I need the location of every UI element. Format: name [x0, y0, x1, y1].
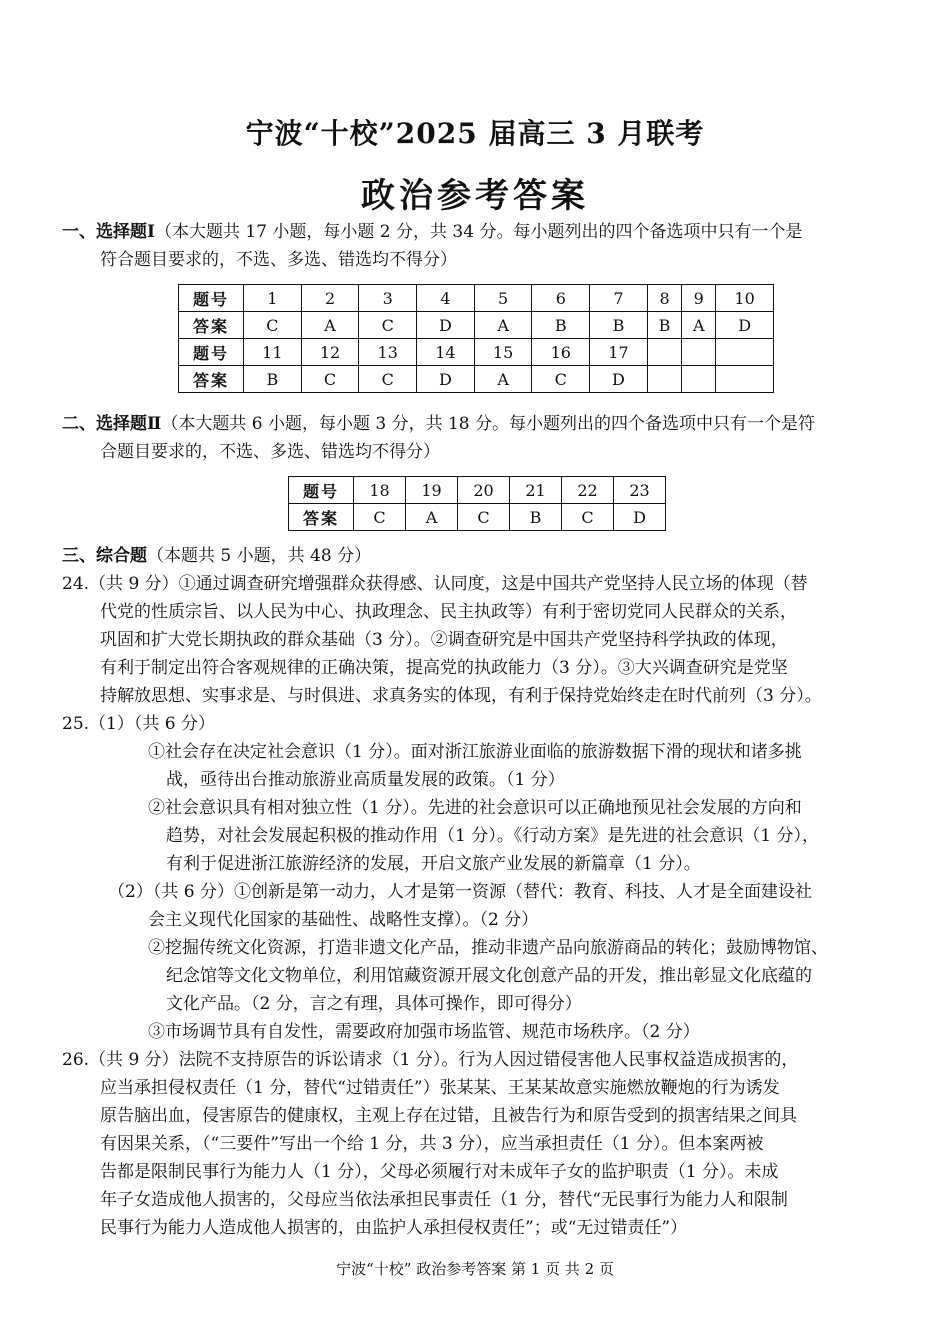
- table-cell: [647, 339, 681, 366]
- table-cell: A: [474, 366, 532, 393]
- table-cell: 18: [354, 477, 406, 504]
- table-row: [179, 366, 774, 393]
- q26-line: 民事行为能力人造成他人损害的，由监护人承担侵权责任”；或“无过错责任”）: [100, 1218, 688, 1238]
- q26-line: 告都是限制民事行为能力人（1 分），父母必须履行对未成年子女的监护职责（1 分）。未成: [100, 1162, 779, 1182]
- table-cell: 7: [590, 285, 648, 312]
- table-cell: B: [590, 312, 648, 339]
- q25-line: 趋势，对社会发展起积极的推动作用（1 分）。《行动方案》是先进的社会意识（1 分），: [166, 826, 819, 846]
- table-cell: 3: [359, 285, 417, 312]
- table-cell: 12: [301, 339, 359, 366]
- q25-line: 战，亟待出台推动旅游业高质量发展的政策。（1 分）: [166, 770, 565, 790]
- section1-heading: [62, 218, 802, 246]
- q25-line: 文化产品。（2 分，言之有理，具体可操作，即可得分）: [166, 994, 582, 1014]
- section2-label: 二、选择题Ⅱ: [62, 414, 162, 434]
- table-cell: 2: [301, 285, 359, 312]
- table-row: [289, 504, 666, 531]
- header-cell: 答案: [179, 366, 244, 393]
- table-cell: D: [716, 312, 774, 339]
- header-cell: 题号: [179, 285, 244, 312]
- q25-part2-heading: （2）（共 6 分）①创新是第一动力，人才是第一资源（替代：教育、科技、人才是全面建设社: [108, 882, 812, 902]
- table-cell: 22: [562, 477, 614, 504]
- table-cell: C: [359, 312, 417, 339]
- header-cell: 答案: [179, 312, 244, 339]
- section2-heading: [62, 410, 815, 438]
- header-cell: 题号: [289, 477, 354, 504]
- table-cell: 13: [359, 339, 417, 366]
- header-cell: 答案: [289, 504, 354, 531]
- section2-desc: （本大题共 6 小题，每小题 3 分，共 18 分。每小题列出的四个备选项中只有一个是符: [161, 414, 816, 434]
- table-row: [179, 312, 774, 339]
- table-cell: 19: [406, 477, 458, 504]
- table-cell: [647, 366, 681, 393]
- table-cell: D: [417, 366, 475, 393]
- section3-heading: [62, 542, 371, 570]
- table-cell: B: [510, 504, 562, 531]
- section1-desc: （本大题共 17 小题，每小题 2 分，共 34 分。每小题列出的四个备选项中只有一个是: [154, 222, 803, 242]
- q25-heading: 25.（1）（共 6 分）: [62, 714, 215, 734]
- q25-line: 有利于促进浙江旅游经济的发展，开启文旅产业发展的新篇章（1 分）。: [166, 854, 701, 874]
- table-cell: A: [474, 312, 532, 339]
- exam-title: 宁波“十校”2025 届高三 3 月联考: [245, 117, 705, 150]
- section3-desc: （本题共 5 小题，共 48 分）: [147, 546, 372, 566]
- q25-line: ②挖掘传统文化资源，打造非遗文化产品，推动非遗产品向旅游商品的转化；鼓励博物馆、: [148, 938, 828, 958]
- table-cell: C: [244, 312, 302, 339]
- table-cell: 21: [510, 477, 562, 504]
- table-row: [179, 285, 774, 312]
- q24-line: 24.（共 9 分）①通过调查研究增强群众获得感、认同度，这是中国共产党坚持人民立场的体现（替: [62, 574, 808, 594]
- table-cell: B: [244, 366, 302, 393]
- table-cell: 23: [614, 477, 666, 504]
- q24-line: 持解放思想、实事求是、与时俱进、求真务实的体现，有利于保持党始终走在时代前列（3 分）。: [100, 686, 822, 706]
- table-cell: 16: [532, 339, 590, 366]
- table-cell: D: [590, 366, 648, 393]
- table-cell: 17: [590, 339, 648, 366]
- table-cell: C: [458, 504, 510, 531]
- page-footer: 宁波“十校” 政治参考答案 第 1 页 共 2 页: [336, 1260, 614, 1278]
- q25-line: ①社会存在决定社会意识（1 分）。面对浙江旅游业面临的旅游数据下滑的现状和诸多挑: [148, 742, 802, 762]
- q25-line: ③市场调节具有自发性，需要政府加强市场监管、规范市场秩序。（2 分）: [148, 1022, 700, 1042]
- table-cell: [682, 366, 716, 393]
- section1-label: 一、选择题Ⅰ: [62, 222, 155, 242]
- answer-table-1: [178, 284, 774, 393]
- q24-line: 代党的性质宗旨、以人民为中心、执政理念、民主执政等）有利于密切党同人民群众的关系，: [100, 602, 797, 622]
- table-cell: D: [614, 504, 666, 531]
- q24-line: 巩固和扩大党长期执政的群众基础（3 分）。②调查研究是中国共产党坚持科学执政的体现，: [100, 630, 788, 650]
- table-cell: D: [417, 312, 475, 339]
- table-cell: A: [682, 312, 716, 339]
- table-cell: C: [301, 366, 359, 393]
- q25-line: ②社会意识具有相对独立性（1 分）。先进的社会意识可以正确地预见社会发展的方向和: [148, 798, 802, 818]
- table-cell: 14: [417, 339, 475, 366]
- q25-line: 纪念馆等文化文物单位，利用馆藏资源开展文化创意产品的开发，推出彰显文化底蕴的: [166, 966, 812, 986]
- table-cell: A: [406, 504, 458, 531]
- table-cell: 1: [244, 285, 302, 312]
- table-cell: 8: [647, 285, 681, 312]
- table-cell: C: [532, 366, 590, 393]
- table-cell: [716, 339, 774, 366]
- table-cell: 4: [417, 285, 475, 312]
- table-cell: 15: [474, 339, 532, 366]
- table-cell: [716, 366, 774, 393]
- section3-label: 三、综合题: [62, 546, 147, 566]
- q26-line: 年子女造成他人损害的，父母应当依法承担民事责任（1 分，替代“无民事行为能力人和限制: [100, 1190, 788, 1210]
- table-row: [289, 477, 666, 504]
- q26-line: 有因果关系，（“三要件”写出一个给 1 分，共 3 分），应当承担责任（1 分）。但本案两被: [100, 1134, 764, 1154]
- answer-table-2: [288, 476, 666, 531]
- section2-desc-cont: 合题目要求的，不选、多选、错选均不得分）: [100, 442, 440, 462]
- table-cell: C: [562, 504, 614, 531]
- page-title: 政治参考答案: [361, 176, 589, 216]
- q25-line: 会主义现代化国家的基础性、战略性支撑）。（2 分）: [148, 910, 539, 930]
- table-cell: C: [359, 366, 417, 393]
- table-cell: [682, 339, 716, 366]
- section1-desc-cont: 符合题目要求的，不选、多选、错选均不得分）: [100, 250, 457, 270]
- q26-line: 原告脑出血，侵害原告的健康权，主观上存在过错，且被告行为和原告受到的损害结果之间具: [100, 1106, 797, 1126]
- table-cell: 11: [244, 339, 302, 366]
- table-cell: B: [647, 312, 681, 339]
- q26-line: 应当承担侵权责任（1 分，替代“过错责任”）张某某、王某某故意实施燃放鞭炮的行为诱发: [100, 1078, 780, 1098]
- table-cell: 6: [532, 285, 590, 312]
- q26-line: 26.（共 9 分）法院不支持原告的诉讼请求（1 分）。行为人因过错侵害他人民事权益造成损害的，: [62, 1050, 799, 1070]
- table-cell: 10: [716, 285, 774, 312]
- table-cell: B: [532, 312, 590, 339]
- table-cell: A: [301, 312, 359, 339]
- table-cell: 20: [458, 477, 510, 504]
- header-cell: 题号: [179, 339, 244, 366]
- table-cell: 5: [474, 285, 532, 312]
- table-cell: 9: [682, 285, 716, 312]
- q24-line: 有利于制定出符合客观规律的正确决策，提高党的执政能力（3 分）。③大兴调查研究是党坚: [100, 658, 788, 678]
- table-cell: C: [354, 504, 406, 531]
- table-row: [179, 339, 774, 366]
